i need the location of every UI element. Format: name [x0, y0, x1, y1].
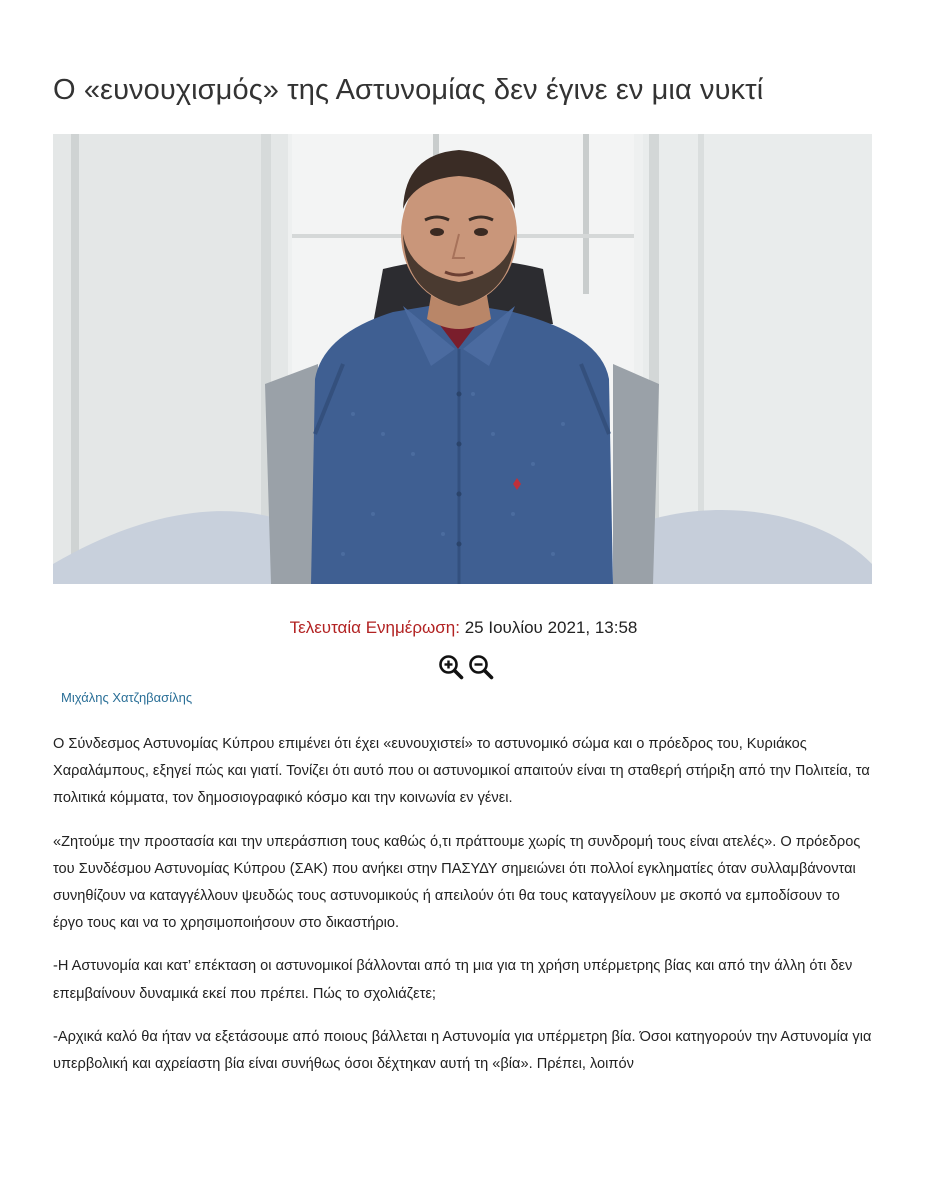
- paragraph: Ο Σύνδεσμος Αστυνομίας Κύπρου επιμένει ότι έχει «ευνουχιστεί» το αστυνομικό σώμα και ο πρόεδρος του, Κυριάκος Χαραλάμπους, εξηγεί πώς και γιατί. Τονίζει ότι αυτό που οι αστυνομικοί απαιτούν είναι τη σταθερή στήριξη από την Πολιτεία, τα πολιτικά κόμματα, τον δημοσιογραφικό κόσμο και την κοινωνία εν γένει.: [53, 736, 870, 807]
- last-updated-value: 25 Ιουλίου 2021, 13:58: [464, 618, 638, 637]
- article-photo: [53, 134, 872, 584]
- text-zoom-controls: [438, 654, 494, 680]
- paragraph: -Αρχικά καλό θα ήταν να εξετάσουμε από ποιους βάλλεται η Αστυνομία για υπέρμετρη βία. Όσοι κατηγορούν την Αστυνομία για υπερβολική και αχρείαστη βία είναι συνήθως όσοι δέχτηκαν αυτή τη «βία». Πρέπει, λοιπόν: [53, 1028, 872, 1073]
- last-updated: [0, 618, 927, 638]
- zoom-in-icon[interactable]: [438, 654, 464, 680]
- paragraph: «Ζητούμε την προστασία και την υπεράσπιση τους καθώς ό,τι πράττουμε χωρίς τη συνδρομή τους είναι ατελές». Ο πρόεδρος του Συνδέσμου Αστυνομίας Κύπρου (ΣΑΚ) που ανήκει στην ΠΑΣΥΔΥ σημειώνει ότι πολλοί εγκληματίες όταν συλλαμβάνονται συνηθίζουν να καταγγέλλουν ψευδώς τους αστυνομικούς ή απειλούν ότι θα τους καταγγείλουν με σκοπό να εμποδίσουν το έργο τους και να το χρησιμοποιήσουν στο δικαστήριο.: [53, 833, 861, 932]
- paragraph: -Η Αστυνομία και κατ’ επέκταση οι αστυνομικοί βάλλονται από τη μια για τη χρήση υπέρμετρης βίας και από την άλλη ότι δεν επεμβαίνουν δυναμικά εκεί που πρέπει. Πώς το σχολιάζετε;: [53, 958, 853, 1002]
- article-title: Ο «ευνουχισμός» της Αστυνομίας δεν έγινε εν μια νυκτί: [53, 74, 764, 106]
- zoom-out-icon[interactable]: [468, 654, 494, 680]
- last-updated-label: Τελευταία Ενημέρωση:: [289, 618, 460, 637]
- author-link[interactable]: Μιχάλης Χατζηβασίλης: [61, 690, 193, 705]
- article-body: [53, 731, 873, 1094]
